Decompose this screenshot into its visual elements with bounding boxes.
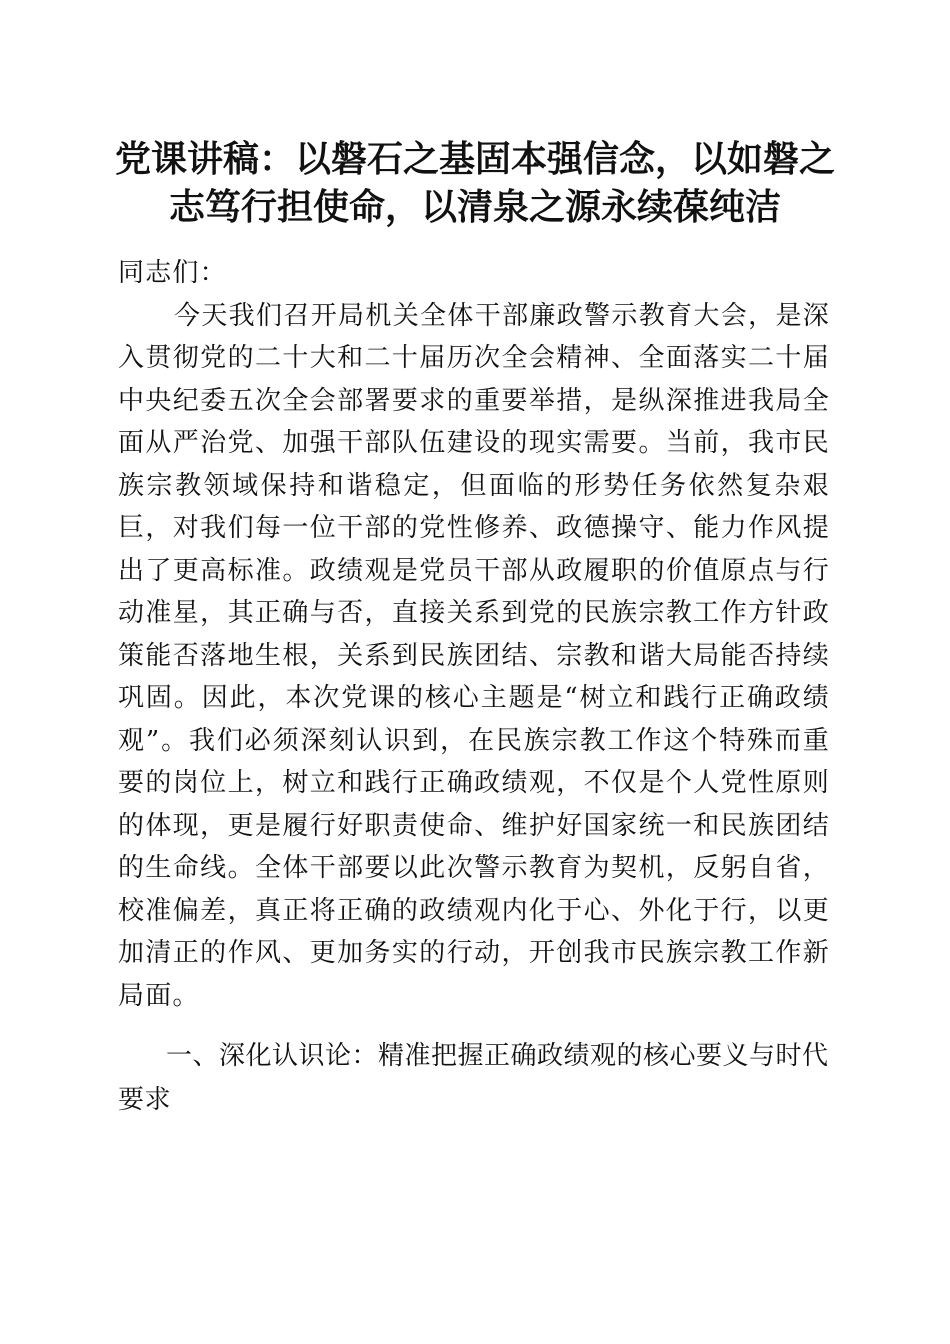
section-heading-1: 一、深化认识论：精准把握正确政绩观的核心要义与时代要求 [118, 1041, 829, 1115]
document-body [118, 252, 830, 1017]
title-line-2: 志笃行担使命，以清泉之源永续葆纯洁 [168, 186, 781, 228]
title-line-1: 党课讲稿：以磐石之基固本强信念，以如磐之 [114, 138, 835, 180]
document-title [100, 135, 850, 231]
salutation: 同志们： [118, 258, 227, 288]
paragraph-intro: 今天我们召开局机关全体干部廉政警示教育大会，是深入贯彻党的二十大和二十届历次全会精神、全面落实二十届中央纪委五次全会部署要求的重要举措，是纵深推进我局全面从严治党、加强干部队伍建设的现实需要。当前，我市民族宗教领域保持和谐稳定，但面临的形势任务依然复杂艰巨，对我们每一位干部的党性修养、政德操守、能力作风提出了更高标准。政绩观是党员干部从政履职的价值原点与行动准星，其正确与否，直接关系到党的民族宗教工作方针政策能否落地生根，关系到民族团结、宗教和谐大局能否持续巩固。因此，本次党课的核心主题是“树立和践行正确政绩观”。我们必须深刻认识到，在民族宗教工作这个特殊而重要的岗位上，树立和践行正确政绩观，不仅是个人党性原则的体现，更是履行好职责使命、维护好国家统一和民族团结的生命线。全体干部要以此次警示教育为契机，反躬自省，校准偏差，真正将正确的政绩观内化于心、外化于行，以更加清正的作风、更加务实的行动，开创我市民族宗教工作新局面。 [118, 300, 830, 1011]
